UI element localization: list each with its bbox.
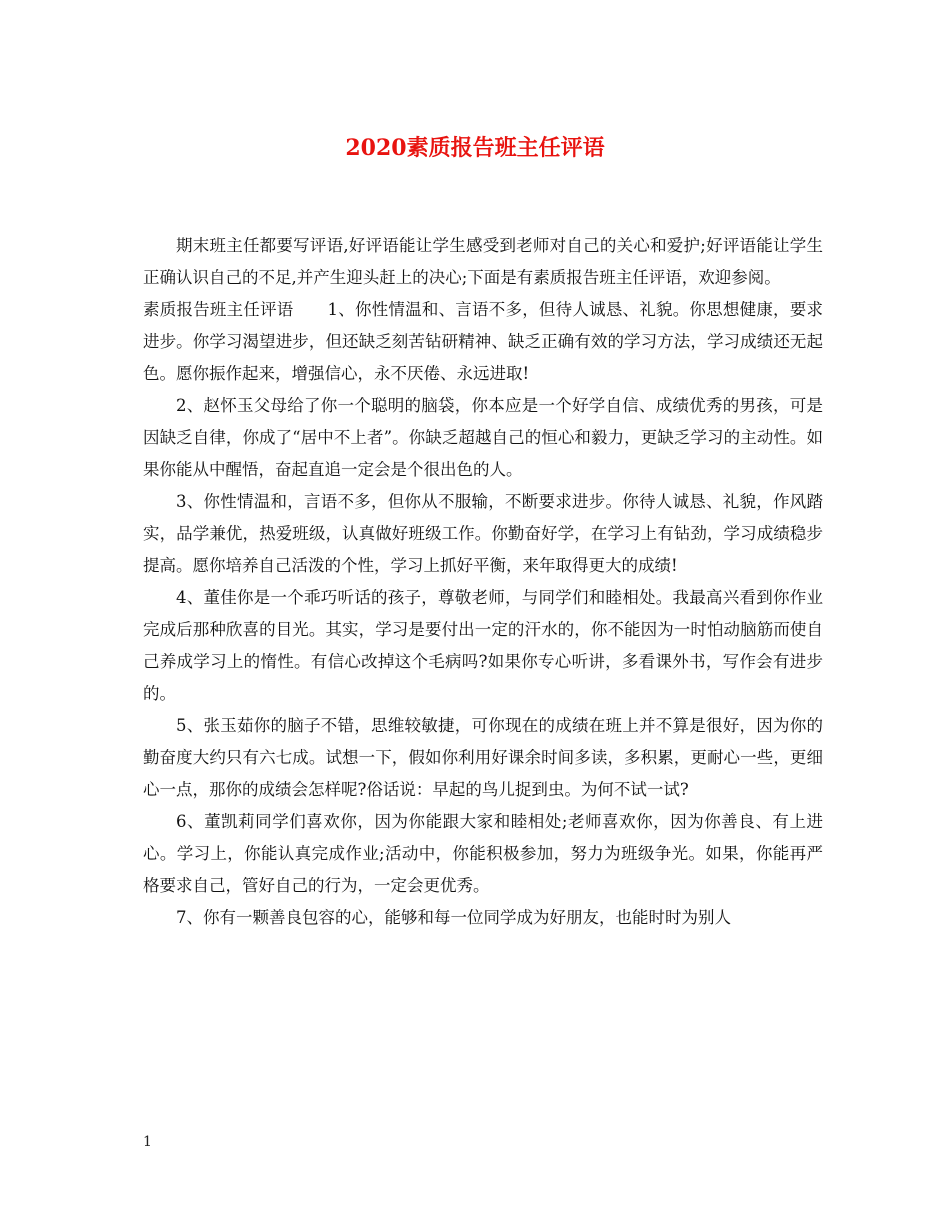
- section-label: 素质报告班主任评语: [143, 300, 294, 319]
- comment-paragraph-3: 3、你性情温和，言语不多，但你从不服输，不断要求进步。你待人诚恳、礼貌，作风踏实，品学兼优，热爱班级，认真做好班级工作。你勤奋好学，在学习上有钻劲，学习成绩稳步提高。愿你培养自己活泼的个性，学习上抓好平衡，来年取得更大的成绩!: [143, 492, 823, 575]
- intro-paragraph: 期末班主任都要写评语,好评语能让学生感受到老师对自己的关心和爱护;好评语能让学生正确认识自己的不足,并产生迎头赶上的决心;下面是有素质报告班主任评语，欢迎参阅。: [143, 236, 823, 287]
- comment-paragraph-7: 7、你有一颗善良包容的心，能够和每一位同学成为好朋友，也能时时为别人: [176, 908, 731, 927]
- comment-paragraph-1: [143, 294, 823, 390]
- comment-text-1: 1、你性情温和、言语不多，但待人诚恳、礼貌。你思想健康，要求进步。你学习渴望进步，但还缺乏刻苦钻研精神、缺乏正确有效的学习方法，学习成绩还无起色。愿你振作起来，增强信心，永不厌倦、永远进取!: [143, 300, 824, 383]
- document-body: [143, 230, 823, 934]
- comment-paragraph-2: 2、赵怀玉父母给了你一个聪明的脑袋，你本应是一个好学自信、成绩优秀的男孩，可是因缺乏自律，你成了“居中不上者”。你缺乏超越自己的恒心和毅力，更缺乏学习的主动性。如果你能从中醒悟，奋起直追一定会是个很出色的人。: [143, 396, 823, 479]
- page-number: 1: [143, 1134, 152, 1150]
- comment-paragraph-6: 6、董凯莉同学们喜欢你，因为你能跟大家和睦相处;老师喜欢你，因为你善良、有上进心。学习上，你能认真完成作业;活动中，你能积极参加，努力为班级争光。如果，你能再严格要求自己，管好自己的行为，一定会更优秀。: [143, 812, 823, 895]
- comment-paragraph-5: 5、张玉茹你的脑子不错，思维较敏捷，可你现在的成绩在班上并不算是很好，因为你的勤奋度大约只有六七成。试想一下，假如你利用好课余时间多读，多积累，更耐心一些，更细心一点，那你的成绩会怎样呢?俗话说：早起的鸟儿捉到虫。为何不试一试?: [143, 716, 823, 799]
- comment-paragraph-4: 4、董佳你是一个乖巧听话的孩子，尊敬老师，与同学们和睦相处。我最高兴看到你作业完成后那种欣喜的目光。其实，学习是要付出一定的汗水的，你不能因为一时怕动脑筋而使自己养成学习上的惰性。有信心改掉这个毛病吗?如果你专心听讲，多看课外书，写作会有进步的。: [143, 588, 823, 703]
- document-title: 2020素质报告班主任评语: [345, 135, 605, 161]
